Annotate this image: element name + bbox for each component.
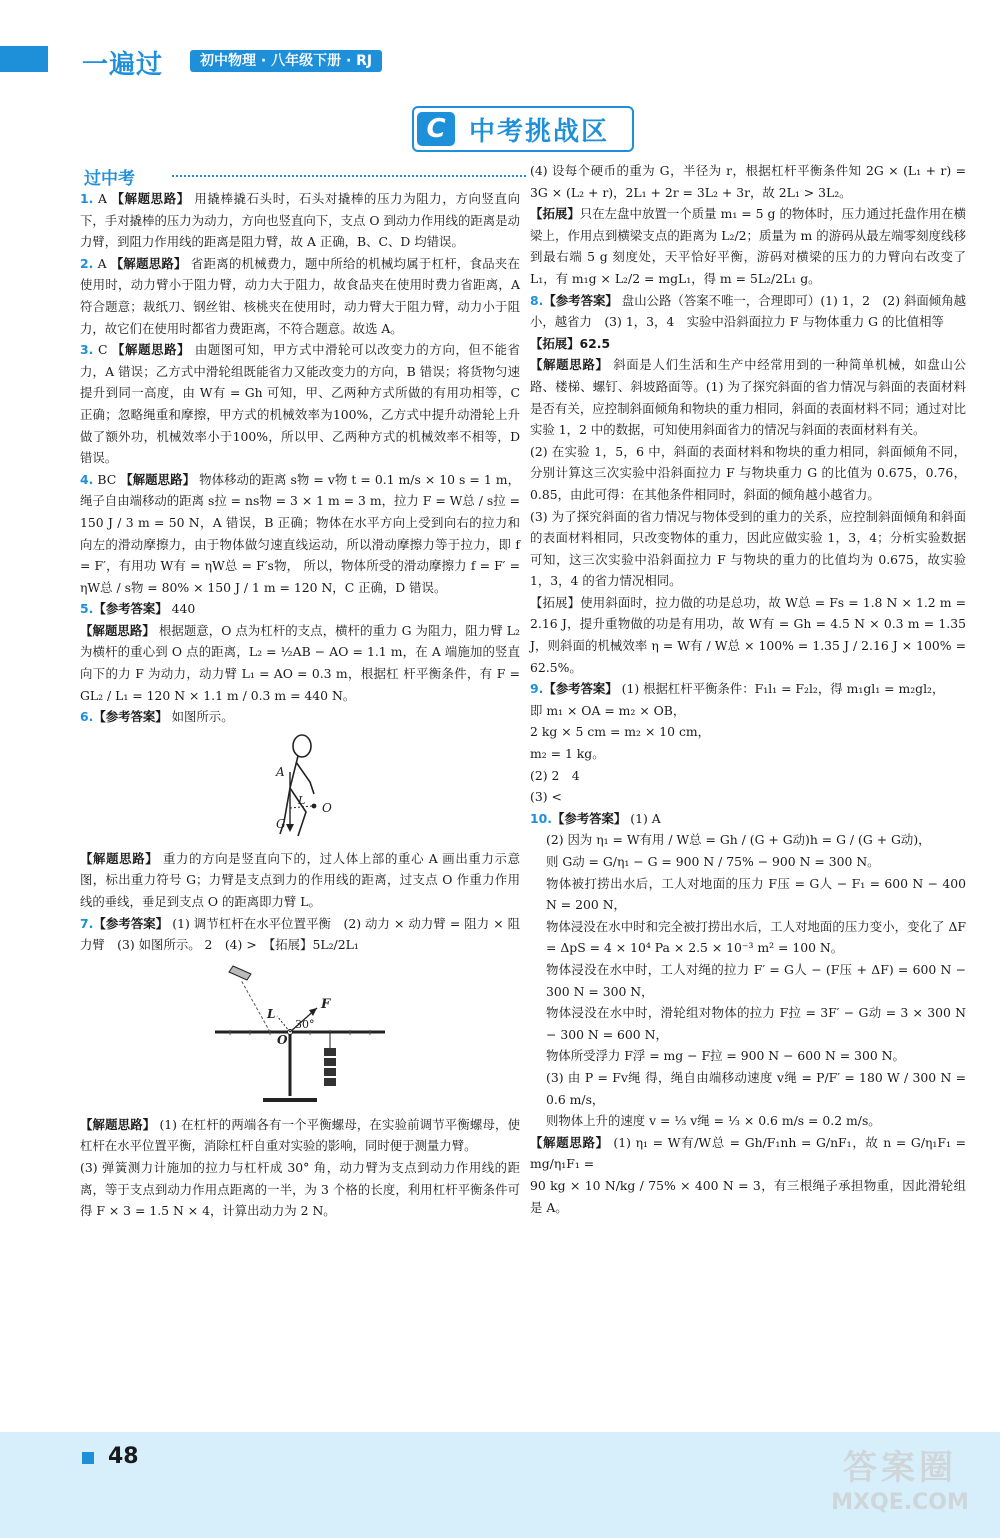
q10-line-9: 则物体上升的速度 v = ⅓ v绳 = ⅓ × 0.6 m/s = 0.2 m/s。 <box>546 1113 881 1129</box>
q9-line-5: (2) 2 4 <box>530 767 580 783</box>
label-F: F <box>321 996 331 1012</box>
subsection-divider <box>172 175 526 177</box>
page-marker <box>82 1452 94 1464</box>
section-letter: C <box>417 112 455 146</box>
question-8-extension: 【拓展】62.5 <box>530 335 611 351</box>
section-title: 中考挑战区 <box>469 116 610 147</box>
question-7: 7.【参考答案】 (1) 调节杠杆在水平位置平衡 (2) 动力 × 动力臂 = 阻力 × 阻力臂 (3) 如图所示。 2 (4) > 【拓展】5L₂/2L₁ <box>80 915 521 953</box>
question-8-explanation-2: (2) 在实验 1，5，6 中，斜面的表面材料和物块的重力相同，斜面倾角不同，分别计算这三次实验中沿斜面拉力 F 与物块重力 G 的比值为 0.675，0.76，0.85，由此可得：在其他条件相同时，斜面的倾角越小越省力。 <box>530 443 966 502</box>
q9-line-6: (3) < <box>530 789 562 805</box>
subsection-title: 过中考 <box>84 169 135 189</box>
page-number: 48 <box>108 1444 139 1469</box>
q10-line-6: 物体浸没在水中时，滑轮组对物体的拉力 F拉 = 3F′ − G动 = 3 × 300 N − 300 N = 600 N， <box>546 1005 966 1042</box>
q10-line-4: 物体浸没在水中时和完全被打捞出水后，工人对地面的压力变小，变化了 ΔF = ΔpS = 4 × 10⁴ Pa × 2.5 × 10⁻³ m² = 100 N。 <box>546 918 966 956</box>
label-angle: 30° <box>295 1017 315 1031</box>
question-8: 8.【参考答案】 盘山公路（答案不唯一，合理即可）(1) 1，2 (2) 斜面倾角越小，越省力 (3) 1，3，4 实验中沿斜面拉力 F 与物体重力 G 的比值相等 <box>530 292 967 330</box>
question-7-extension: 【拓展】只在左盘中放置一个质量 m₁ = 5 g 的物体时，压力通过托盘作用在横梁上，作用点到横梁支点的距离为 L₂/2；质量为 m 的游码从最左端零刻度线移到最右端 5 g 刻度处，天平恰好平衡，游码对横梁的压力的力臂向右改变了 L₁，有 m₁g × L₂/2 = mgL₁，得 m = 5L₂/2L₁ g。 <box>530 206 967 286</box>
label-G: G <box>276 816 286 831</box>
header-blue-block <box>0 46 48 72</box>
question-8-explanation-4: 【拓展】使用斜面时，拉力做的功是总功，故 W总 = Fs = 1.8 N × 1.2 m = 2.16 J，提升重物做的功是有用功，故 W有 = Gh = 4.5 N × 0.3 m = 1.35 J，则斜面的机械效率 η = W有 / W总 × 100% = 1.35 J / 2.16 J × 100% = 62.5%。 <box>530 594 966 675</box>
lever-figure <box>205 960 395 1110</box>
q10-line-2: 则 G动 = G/η₁ − G = 900 N / 75% − 900 N = 300 N。 <box>546 854 880 869</box>
question-2: 2. A 【解题思路】 省距离的机械费力，题中所给的机械均属于杠杆，食品夹在使用时，动力臂小于阻力臂，动力大于阻力，故食品夹在使用时费力省距离，A 符合题意；裁纸刀、钢丝钳、核桃夹在使用时，动力臂大于阻力臂，动力小于阻力，故它们在使用时都省力费距离，不符合题意。故选 A。 <box>80 255 520 336</box>
question-7-explanation-3: (3) 弹簧测力计施加的拉力与杠杆成 30° 角，动力臂为支点到动力作用线的距离，等于支点到动力作用点距离的一半，为 3 个格的长度，利用杠杆平衡条件可得 F × 3 = 1.5 N × 4，计算出动力为 2 N。 <box>80 1160 520 1219</box>
question-10-explanation-2: 90 kg × 10 N/kg / 75% × 400 N = 3，有三根绳子承担物重，因此滑轮组是 A。 <box>530 1177 966 1215</box>
watermark-url: MXQE.COM <box>831 1490 969 1515</box>
label-A: A <box>276 764 285 779</box>
question-1: 1. A 【解题思路】 用撬棒撬石头时，石头对撬棒的压力为阻力，方向竖直向下，手对撬棒的压力为动力，方向也竖直向下，支点 O 到动力作用线的距离是动力臂，到阻力作用线的距离是阻力臂，故 A 正确，B、C、D 均错误。 <box>80 191 520 250</box>
brand-logo: 一遍过 <box>82 50 164 80</box>
q10-line-3: 物体被打捞出水后，工人对地面的压力 F压 = G人 − F₁ = 600 N − 400 N = 200 N， <box>546 875 966 913</box>
question-9: 9.【参考答案】 (1) 根据杠杆平衡条件：F₁l₁ = F₂l₂，得 m₁gl₁ = m₂gl₂， <box>530 681 945 697</box>
question-8-explanation-1: 【解题思路】 斜面是人们生活和生产中经常用到的一种简单机械，如盘山公路、楼梯、螺钉、斜坡路面等。(1) 为了探究斜面的省力情况与斜面的表面材料是否有关，应控制斜面倾角和物块的重力相同，斜面的表面材料不同；通过对比实验 1，2 中的数据，可知使用斜面省力的情况与斜面的表面材料有关。 <box>530 357 966 438</box>
watermark-text: 答案圈 <box>843 1448 957 1488</box>
right-column <box>530 160 966 1218</box>
question-4: 4. BC 【解题思路】 物体移动的距离 s物 = v物 t = 0.1 m/s × 10 s = 1 m，绳子自由端移动的距离 s拉 = ns物 = 3 × 1 m = 3 m，拉力 F = W总 / s拉 = 150 J / 3 m = 50 N，A 错误，B 正确；物体在水平方向上受到向右的拉力和向左的滑动摩擦力，由于物体做匀速直线运动，所以滑动摩擦力等于拉力，即 f = F′，有用功 W有 = ηW总 = F′s物， 所以，物体所受的滑动摩擦力 f = F′ = ηW总 / s物 = 80% × 150 J / 1 m = 120 N，C 正确，D 错误。 <box>80 471 520 595</box>
question-7-part4: (4) 设每个硬币的重为 G，半径为 r，根据杠杆平衡条件知 2G × (L₁ + r) = 3G × (L₂ + r)，2L₁ + 2r = 3L₂ + 3r，故 2L₁ > 3L₂。 <box>530 163 966 200</box>
q10-line-1: (2) 因为 η₁ = W有用 / W总 = Gh / (G + G动)h = G / (G + G动)， <box>546 832 931 848</box>
q9-line-3: 2 kg × 5 cm = m₂ × 10 cm， <box>530 724 711 740</box>
book-label: 初中物理 · 八年级下册 · RJ <box>190 50 382 72</box>
q10-line-8: (3) 由 P = Fv绳 得，绳自由端移动速度 v绳 = P/F′ = 180 W / 300 N = 0.6 m/s， <box>546 1069 966 1107</box>
question-6-explanation: 【解题思路】 重力的方向是竖直向下的，过人体上部的重心 A 画出重力示意图，标出重力符号 G；力臂是支点到力的作用线的距离，过支点 O 作重力作用线的垂线，垂足到支点 O 的距离即力臂 L。 <box>80 850 520 910</box>
question-7-explanation: 【解题思路】 (1) 在杠杆的两端各有一个平衡螺母，在实验前调节平衡螺母，使杠杆在水平位置平衡，消除杠杆自重对实验的影响，同时便于测量力臂。 <box>80 1116 520 1154</box>
q10-line-7: 物体所受浮力 F浮 = mg − F拉 = 900 N − 600 N = 300 N。 <box>546 1048 905 1064</box>
question-6: 6.【参考答案】 如图所示。 <box>80 709 234 725</box>
q10-line-5: 物体浸没在水中时，工人对绳的拉力 F′ = G人 − (F压 + ΔF) = 600 N − 300 N = 300 N， <box>546 961 966 999</box>
question-10-explanation: 【解题思路】 (1) η₁ = W有/W总 = Gh/F₁nh = G/nF₁，故 n = G/η₁F₁ = mg/η₁F₁ = <box>530 1134 967 1172</box>
top-header <box>0 0 1000 80</box>
label-O7: O <box>277 1032 288 1047</box>
question-10: 10.【参考答案】 (1) A <box>530 810 661 826</box>
question-5: 5.【参考答案】 440 【解题思路】 根据题意，O 点为杠杆的支点，横杆的重力 G 为阻力，阻力臂 L₂ 为横杆的重心到 O 点的距离，L₂ = ½AB − AO = 1.1 m，在 A 端施加的竖直向下的力 F 为动力，动力臂 L₁ = AO = 0.3 m，根据杠 杆平衡条件，有 F = GL₂ / L₁ = 120 N × 1.1 m / 0.3 m = 440 N。 <box>80 601 520 703</box>
label-L: L <box>298 793 306 807</box>
label-O: O <box>322 800 332 815</box>
question-3: 3. C 【解题思路】 由题图可知，甲方式中滑轮可以改变力的方向，但不能省力，A 错误；乙方式中滑轮组既能省力又能改变力的方向，B 错误；将货物匀速提升到同一高度，由 W有 = Gh 可知，甲、乙两种方式所做的有用功相等，C 正确；忽略绳重和摩擦，甲方式的机械效率为100%，乙方式中提升动滑轮上升做了额外功，机械效率小于100%，所以甲、乙两种方式的机械效率不相等，D 错误。 <box>80 342 520 466</box>
question-8-explanation-3: (3) 为了探究斜面的省力情况与物体受到的重力的关系，应控制斜面倾角和斜面的表面材料相同，只改变物体的重力，因此应做实验 1，3，4；分析实验数据可知，这三次实验中沿斜面拉力 F 与物块的重力的比值均为 0.675，故实验 1，3，4 的省力情况相同。 <box>530 508 966 589</box>
q9-line-4: m₂ = 1 kg。 <box>530 746 605 762</box>
watermark <box>810 1448 990 1534</box>
section-title-box <box>412 106 634 152</box>
label-L7: L <box>267 1006 276 1021</box>
q9-line-2: 即 m₁ × OA = m₂ × OB， <box>530 702 686 718</box>
person-gravity-figure <box>240 732 360 844</box>
left-column <box>80 188 520 1222</box>
